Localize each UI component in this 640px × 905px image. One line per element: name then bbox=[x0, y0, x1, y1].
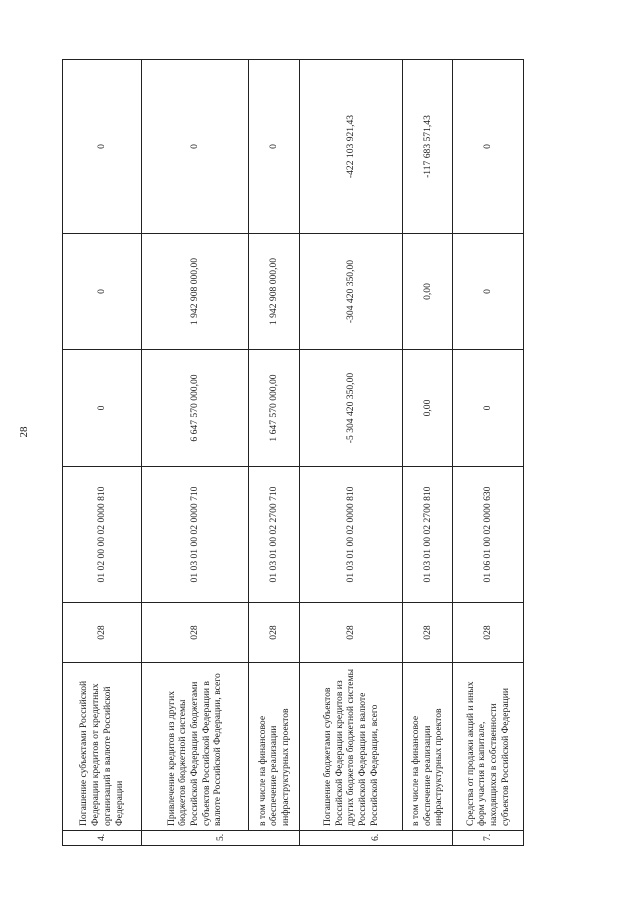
amount-year3-cell: -422 103 921,43 bbox=[300, 60, 403, 234]
item-name-cell: Привлечение кредитов из других бюджетов бюджетной системы Российской Федерации бюджетами субъектов Российской Федерации в валюте Российской Федерации, всего bbox=[141, 663, 248, 831]
item-name-cell: в том числе на финансовое обеспечение реализации инфраструктурных проектов bbox=[403, 663, 453, 831]
budget-code-cell: 01 06 01 00 02 0000 630 bbox=[453, 467, 524, 603]
amount-year3-cell: -117 683 571,43 bbox=[403, 60, 453, 234]
amount-year2-cell: 1 942 908 000,00 bbox=[141, 234, 248, 350]
amount-year1-cell: 0 bbox=[63, 350, 142, 467]
row-number-cell: 5. bbox=[141, 831, 299, 846]
amount-year2-cell: 0,00 bbox=[403, 234, 453, 350]
row-number-cell: 7. bbox=[453, 831, 524, 846]
table-row bbox=[141, 60, 248, 846]
table-row bbox=[63, 60, 142, 846]
amount-year1-cell: -5 304 420 350,00 bbox=[300, 350, 403, 467]
amount-year2-cell: -304 420 350,00 bbox=[300, 234, 403, 350]
budget-code-cell: 01 03 01 00 02 0000 810 bbox=[300, 467, 403, 603]
row-number-cell: 4. bbox=[63, 831, 142, 846]
amount-year1-cell: 1 647 570 000,00 bbox=[249, 350, 300, 467]
amount-year1-cell: 0,00 bbox=[403, 350, 453, 467]
table-row bbox=[300, 60, 403, 846]
amount-year2-cell: 1 942 908 000,00 bbox=[249, 234, 300, 350]
amount-year3-cell: 0 bbox=[453, 60, 524, 234]
item-name-cell: Погашение субъектами Российской Федерации кредитов от кредитных организаций в валюте Российской Федерации bbox=[63, 663, 142, 831]
budget-code-cell: 01 03 01 00 02 2700 810 bbox=[403, 467, 453, 603]
sources-financing-table bbox=[62, 59, 524, 846]
amount-year1-cell: 6 647 570 000,00 bbox=[141, 350, 248, 467]
table-row bbox=[453, 60, 524, 846]
amount-year1-cell: 0 bbox=[453, 350, 524, 467]
admin-code-cell: 028 bbox=[141, 603, 248, 663]
row-number-cell: 6. bbox=[300, 831, 453, 846]
table-row bbox=[403, 60, 453, 846]
amount-year2-cell: 0 bbox=[63, 234, 142, 350]
item-name-cell: Погашение бюджетами субъектов Российской Федерации кредитов из других бюджетов бюджетной системы Российской Федерации в валюте Российской Федерации, всего bbox=[300, 663, 403, 831]
item-name-cell: в том числе на финансовое обеспечение реализации инфраструктурных проектов bbox=[249, 663, 300, 831]
amount-year3-cell: 0 bbox=[141, 60, 248, 234]
admin-code-cell: 028 bbox=[249, 603, 300, 663]
item-name-cell: Средства от продажи акций и иных форм участия в капитале, находящихся в собственности субъектов Российской Федерации bbox=[453, 663, 524, 831]
rotated-table-container bbox=[62, 60, 524, 846]
admin-code-cell: 028 bbox=[300, 603, 403, 663]
admin-code-cell: 028 bbox=[403, 603, 453, 663]
admin-code-cell: 028 bbox=[63, 603, 142, 663]
budget-code-cell: 01 03 01 00 02 0000 710 bbox=[141, 467, 248, 603]
amount-year3-cell: 0 bbox=[63, 60, 142, 234]
admin-code-cell: 028 bbox=[453, 603, 524, 663]
amount-year3-cell: 0 bbox=[249, 60, 300, 234]
budget-code-cell: 01 03 01 00 02 2700 710 bbox=[249, 467, 300, 603]
amount-year2-cell: 0 bbox=[453, 234, 524, 350]
budget-code-cell: 01 02 00 00 02 0000 810 bbox=[63, 467, 142, 603]
page-number: 28 bbox=[18, 426, 30, 438]
table-row bbox=[249, 60, 300, 846]
